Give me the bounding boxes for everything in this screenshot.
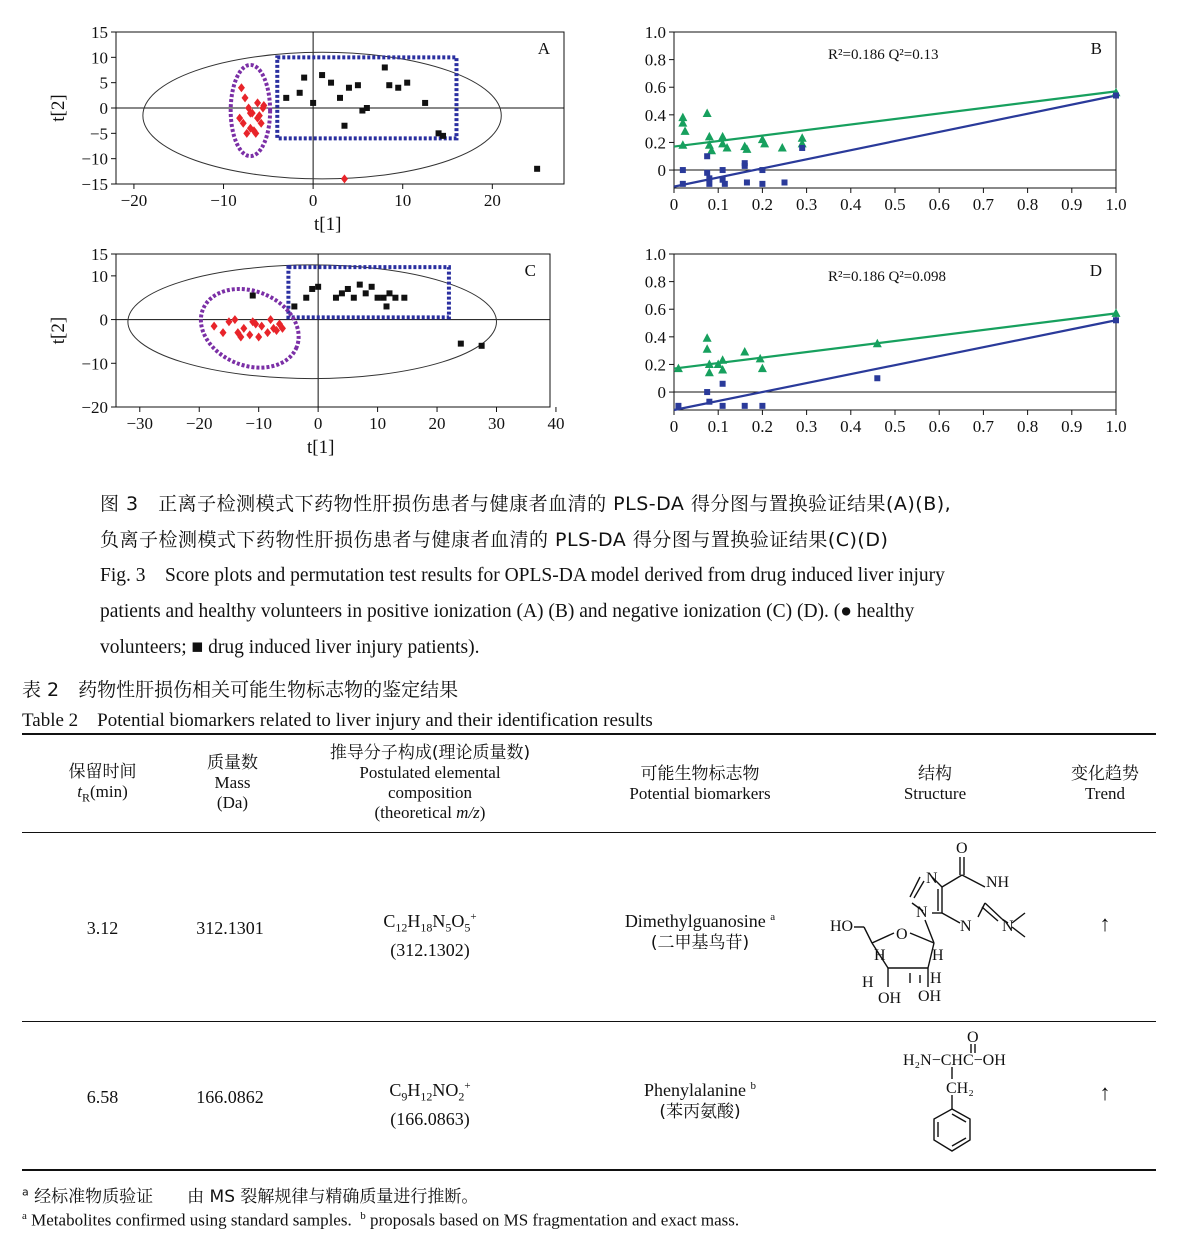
y-axis-label-C: t[2]: [48, 316, 69, 345]
y-tick-label-B: 1.0: [644, 23, 666, 42]
patient-point-C: [401, 295, 407, 301]
header-biomarkers: 可能生物标志物 Potential biomarkers: [629, 764, 771, 803]
patient-point-C: [458, 341, 464, 347]
healthy-point-C: [211, 322, 218, 331]
patient-group-box-A: [277, 57, 456, 138]
struct1-h3: H: [862, 974, 874, 991]
r2-point-B: [705, 132, 714, 141]
panel-letter-C: C: [524, 261, 536, 280]
struct1-n-dimethyl: N: [1002, 918, 1014, 935]
caption-en-line-3: volunteers; ■ drug induced liver injury patients).: [100, 637, 480, 658]
patient-point-B: [742, 160, 748, 166]
x-tick-label-B: 0.3: [795, 195, 818, 214]
y-tick-label-B: 0.4: [644, 105, 666, 125]
struct2-chain: H₂N−CHC−OH: [903, 1052, 1006, 1069]
row1-rt: 3.12: [86, 918, 119, 938]
patient-point-B: [722, 181, 728, 187]
x-tick-label-C: 30: [487, 414, 505, 433]
struct2-ch2: CH₂: [946, 1080, 974, 1097]
patient-point-C: [303, 295, 309, 301]
patient-point-C: [309, 286, 315, 292]
healthy-point-A: [254, 98, 261, 107]
y-tick-label-C: 0: [99, 310, 108, 330]
y-tick-label-A: 15: [91, 23, 108, 42]
regression-line-B-1: [674, 96, 1116, 187]
r2-point-B: [703, 108, 712, 117]
x-tick-label-D: 0.7: [972, 417, 995, 436]
patient-point-C: [339, 290, 345, 296]
y-tick-label-D: 0: [657, 383, 666, 403]
x-tick-label-B: 1.0: [1105, 195, 1127, 214]
patient-point-D: [1113, 317, 1119, 323]
x-tick-label-C: 40: [547, 414, 565, 433]
patient-point-A: [364, 105, 370, 111]
patient-point-B: [1113, 93, 1119, 99]
y-tick-label-B: 0.2: [644, 133, 666, 153]
patient-point-B: [704, 153, 710, 159]
patient-point-B: [799, 145, 805, 151]
footnote-cn: $^a$ 经标准物质验证 由 MS 裂解规律与精确质量进行推断。: [22, 1185, 479, 1207]
permutation-plot-b: [630, 20, 1150, 220]
struct1-h4: H: [930, 970, 942, 987]
patient-point-C: [291, 303, 297, 309]
patient-point-A: [301, 75, 307, 81]
healthy-group-loop-C: [189, 275, 311, 382]
header-composition: 推导分子构成(理论质量数) Postulated elemental composition (theoretical m/z): [329, 743, 531, 822]
x-tick-label-B: 0.5: [884, 195, 906, 214]
x-tick-label-D: 1.0: [1105, 417, 1127, 436]
caption-en-line-1: Fig. 3 Score plots and permutation test results for OPLS-DA model derived from drug induced liver injury: [100, 565, 945, 586]
regression-line-D-1: [674, 320, 1116, 410]
healthy-point-C: [220, 328, 227, 337]
r2-point-B: [778, 143, 787, 152]
regression-line-B-0: [674, 91, 1116, 146]
caption-cn-line-2: 负离子检测模式下药物性肝损伤患者与健康者血清的 PLS-DA 得分图与置换验证结果(C)(D): [100, 529, 889, 551]
x-tick-label-B: 0.8: [1016, 195, 1039, 214]
y-tick-label-C: −20: [81, 398, 108, 417]
panel-letter-B: B: [1090, 39, 1102, 58]
phenylalanine-structure: [895, 1027, 1035, 1157]
table-title-en: Table 2 Potential biomarkers related to liver injury and their identification results: [22, 710, 653, 731]
x-tick-label-B: 0.4: [840, 195, 862, 214]
caption-en-line-2: patients and healthy volunteers in positive ionization (A) (B) and negative ionization (C) (D). (● healthy: [100, 601, 915, 622]
patient-point-C: [479, 343, 485, 349]
patient-point-B: [706, 175, 712, 181]
healthy-point-C: [225, 317, 232, 326]
x-tick-label-D: 0: [669, 417, 679, 436]
table-header-rule: [22, 832, 1156, 833]
patient-point-B: [680, 167, 686, 173]
patient-point-C: [363, 290, 369, 296]
patient-point-A: [319, 72, 325, 78]
confidence-ellipse-C: [128, 265, 497, 379]
row2-composition: $C_9H_{12}NO_2^+$ (166.0863): [389, 1080, 471, 1129]
x-tick-label-D: 0.2: [751, 417, 774, 436]
table-bottom-rule: [22, 1169, 1156, 1171]
r2-point-D: [718, 355, 727, 364]
healthy-point-C: [267, 315, 274, 324]
r2-point-D: [703, 344, 712, 353]
struct1-h2: H: [932, 947, 944, 964]
row2-trend-arrow: ↑: [1099, 1080, 1111, 1105]
y-tick-label-C: 15: [91, 245, 108, 264]
y-tick-label-C: −10: [81, 354, 108, 374]
y-tick-label-D: 0.2: [644, 355, 666, 375]
patient-point-A: [355, 82, 361, 88]
caption-cn-line-1: 图 3 正离子检测模式下药物性肝损伤患者与健康者血清的 PLS-DA 得分图与置换验证结果(A)(B),: [100, 493, 952, 515]
patient-point-B: [680, 181, 686, 187]
footnote-en: $^a$ Metabolites confirmed using standard samples. $^b$ proposals based on MS fragmentation and exact mass.: [22, 1210, 740, 1230]
x-axis-label-A: t[1]: [314, 214, 342, 235]
x-tick-label-D: 0.6: [928, 417, 950, 436]
patient-point-A: [440, 133, 446, 139]
regression-line-D-0: [674, 313, 1116, 368]
struct1-ho: HO: [830, 918, 854, 935]
y-tick-label-D: 0.8: [644, 272, 666, 292]
patient-point-C: [345, 286, 351, 292]
patient-point-A: [310, 100, 316, 106]
y-tick-label-B: 0: [657, 161, 666, 181]
patient-point-A: [341, 123, 347, 129]
x-tick-label-B: 0.6: [928, 195, 950, 214]
patient-point-D: [720, 403, 726, 409]
x-tick-label-D: 0.5: [884, 417, 906, 436]
r2-point-D: [758, 364, 767, 373]
struct1-n9: N: [916, 904, 928, 921]
x-tick-label-D: 0.1: [707, 417, 729, 436]
healthy-point-C: [258, 322, 265, 331]
y-tick-label-A: −5: [89, 124, 108, 144]
patient-point-A: [297, 90, 303, 96]
patient-point-D: [675, 403, 681, 409]
x-tick-label-A: 10: [394, 191, 412, 210]
score-plot-c: [40, 242, 580, 464]
patient-point-C: [333, 295, 339, 301]
x-tick-label-B: 0.1: [707, 195, 729, 214]
row2-biomarker: Phenylalanine $^b$ (苯丙氨酸): [644, 1080, 756, 1122]
y-tick-label-A: 10: [91, 48, 108, 68]
patient-point-A: [382, 64, 388, 70]
patient-point-A: [346, 85, 352, 91]
panel-stat-D: R²=0.186 Q²=0.098: [828, 269, 947, 285]
header-structure: 结构 Structure: [903, 764, 967, 803]
x-tick-label-C: −30: [126, 414, 154, 433]
x-tick-label-C: 0: [313, 414, 323, 433]
patient-point-C: [250, 293, 256, 299]
patient-point-D: [704, 389, 710, 395]
x-tick-label-B: 0.7: [972, 195, 995, 214]
header-mass: 质量数 Mass (Da): [207, 753, 258, 812]
y-tick-label-D: 0.6: [644, 300, 666, 320]
y-tick-label-B: 0.8: [644, 50, 666, 70]
patient-point-C: [392, 295, 398, 301]
patient-point-A: [337, 95, 343, 101]
header-trend: 变化趋势 Trend: [1071, 764, 1139, 803]
struct1-oh1: OH: [878, 990, 902, 1007]
row1-trend-arrow: ↑: [1099, 911, 1111, 936]
patient-point-B: [744, 179, 750, 185]
x-tick-label-D: 0.9: [1061, 417, 1083, 436]
struct1-o: O: [956, 840, 968, 857]
table-top-rule: [22, 733, 1156, 735]
patient-point-D: [874, 375, 880, 381]
figure-caption: [100, 486, 1100, 666]
row2-mass: 166.0862: [196, 1087, 264, 1107]
patient-point-B: [720, 167, 726, 173]
healthy-point-A: [242, 93, 249, 102]
patient-point-C: [315, 284, 321, 290]
table-title-cn: 表 2 药物性肝损伤相关可能生物标志物的鉴定结果: [22, 679, 459, 701]
x-tick-label-A: −10: [210, 191, 237, 210]
permutation-plot-d: [630, 242, 1150, 442]
r2-point-B: [681, 126, 690, 134]
plot-frame-C: [116, 254, 550, 407]
r2-point-D: [1112, 308, 1121, 317]
x-tick-label-A: 0: [308, 191, 318, 210]
healthy-point-C: [246, 330, 253, 339]
y-tick-label-A: 0: [99, 99, 108, 118]
r2-point-D: [740, 347, 749, 356]
x-tick-label-B: 0.9: [1061, 195, 1083, 214]
row1-mass: 312.1301: [196, 918, 264, 938]
struct1-n3: N: [960, 918, 972, 935]
patient-point-A: [328, 80, 334, 86]
y-tick-label-D: 1.0: [644, 245, 666, 264]
y-axis-label-A: t[2]: [48, 94, 69, 122]
struct1-nh: NH: [986, 874, 1010, 891]
panel-stat-B: R²=0.186 Q²=0.13: [828, 47, 939, 63]
x-tick-label-C: −20: [185, 414, 213, 433]
healthy-point-C: [240, 324, 247, 333]
patient-point-A: [386, 82, 392, 88]
patient-point-C: [386, 290, 392, 296]
struct2-o: O: [967, 1029, 979, 1046]
patient-point-A: [283, 95, 289, 101]
y-tick-label-D: 0.4: [644, 327, 666, 347]
dimethylguanosine-structure: [820, 835, 1040, 1015]
healthy-point-A: [238, 83, 245, 92]
patient-point-C: [384, 303, 390, 309]
patient-point-D: [759, 403, 765, 409]
healthy-point-C: [255, 333, 262, 342]
x-tick-label-B: 0: [669, 195, 679, 214]
patient-point-C: [369, 284, 375, 290]
header-retention-time: 保留时间 $t_R(\min)$: [68, 762, 137, 805]
x-tick-label-D: 0.3: [795, 417, 818, 436]
struct1-ring-o: O: [896, 926, 908, 943]
y-tick-label-B: 0.6: [644, 78, 666, 98]
patient-point-B: [782, 179, 788, 185]
patient-point-A: [395, 85, 401, 91]
r2-point-D: [705, 368, 714, 377]
struct1-h1: H: [874, 947, 886, 964]
row1-composition: $C_{12}H_{18}N_5O_5^+$ (312.1302): [383, 911, 477, 960]
row1-biomarker: Dimethylguanosine $^a$ (二甲基鸟苷): [624, 911, 776, 953]
y-tick-label-A: 5: [99, 73, 108, 93]
x-tick-label-C: 10: [369, 414, 387, 433]
panel-letter-A: A: [537, 39, 550, 58]
patient-point-D: [742, 403, 748, 409]
patient-point-D: [706, 399, 712, 405]
x-tick-label-A: 20: [483, 191, 501, 210]
row2-rt: 6.58: [86, 1087, 119, 1107]
patient-point-C: [351, 295, 357, 301]
patient-point-B: [759, 181, 765, 187]
patient-point-B: [704, 170, 710, 176]
y-tick-label-A: −10: [81, 149, 108, 169]
patient-point-B: [706, 181, 712, 187]
panel-letter-D: D: [1089, 261, 1102, 280]
table-row-rule: [22, 1021, 1156, 1022]
patient-point-A: [534, 166, 540, 172]
r2-point-D: [703, 333, 712, 342]
patient-point-D: [720, 381, 726, 387]
healthy-point-A: [341, 174, 348, 183]
patient-point-C: [375, 295, 381, 301]
x-axis-label-C: t[1]: [307, 437, 335, 458]
x-tick-label-C: −10: [245, 414, 272, 433]
patient-point-C: [357, 282, 363, 288]
x-tick-label-D: 0.8: [1016, 417, 1039, 436]
patient-point-C: [381, 295, 387, 301]
score-plot-a: [40, 20, 570, 240]
struct1-n7: N: [926, 870, 938, 887]
y-tick-label-A: −15: [81, 175, 108, 194]
healthy-point-C: [231, 315, 238, 324]
healthy-point-C: [264, 328, 271, 337]
struct1-oh2: OH: [918, 988, 942, 1005]
patient-point-B: [759, 167, 765, 173]
patient-point-A: [422, 100, 428, 106]
x-tick-label-B: 0.2: [751, 195, 774, 214]
patient-point-A: [404, 80, 410, 86]
x-tick-label-A: −20: [120, 191, 148, 210]
x-tick-label-D: 0.4: [840, 417, 862, 436]
x-tick-label-C: 20: [428, 414, 446, 433]
y-tick-label-C: 10: [91, 266, 108, 286]
confidence-ellipse-A: [143, 52, 501, 179]
